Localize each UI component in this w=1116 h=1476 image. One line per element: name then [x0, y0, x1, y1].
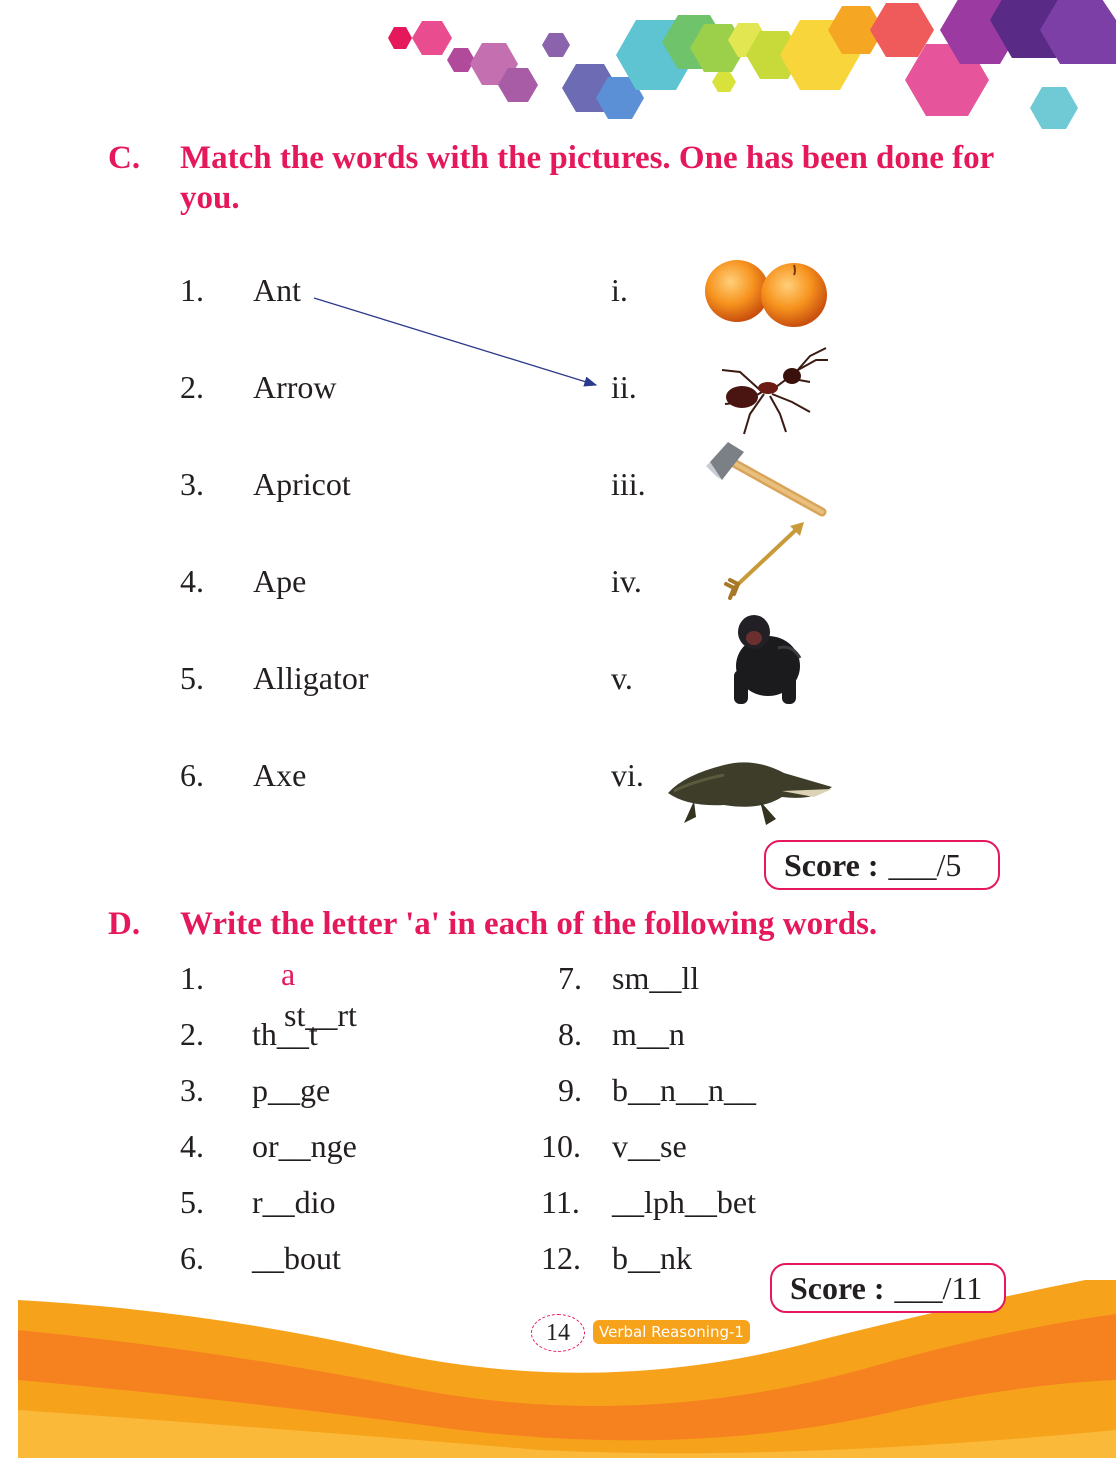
score-value[interactable]: ___/11 [894, 1269, 983, 1306]
fill-in-word[interactable]: m__n [612, 1016, 685, 1052]
item-number: 4. [180, 563, 204, 599]
item-number: 6. [180, 1240, 204, 1276]
picture-number: iii. [611, 466, 646, 502]
fill-in-word[interactable]: __bout [252, 1240, 341, 1276]
book-title-tag: Verbal Reasoning-1 [593, 1320, 750, 1344]
item-number: 5. [180, 660, 204, 696]
picture-number: ii. [611, 369, 637, 405]
example-match-arrow[interactable] [0, 0, 1116, 420]
section-c-score[interactable] [764, 840, 1000, 890]
ape-picture[interactable] [722, 608, 810, 708]
score-label: Score : [784, 846, 879, 883]
item-word: Arrow [253, 369, 337, 405]
fill-in-word[interactable]: or__nge [252, 1128, 357, 1164]
picture-number: vi. [611, 757, 644, 793]
section-instruction: Write the letter 'a' in each of the following words. [180, 906, 878, 942]
section-d-score[interactable] [770, 1263, 1006, 1313]
fill-in-word[interactable]: __lph__bet [612, 1184, 756, 1220]
item-word: Ape [253, 563, 307, 599]
item-number: 10. [541, 1128, 581, 1164]
item-number: 2. [180, 369, 204, 405]
item-number: 3. [180, 1072, 204, 1108]
item-number: 11. [541, 1184, 580, 1220]
item-word: Ant [253, 272, 301, 308]
fill-in-word[interactable]: b__nk [612, 1240, 692, 1276]
section-letter: C. [108, 140, 141, 176]
picture-number: v. [611, 660, 633, 696]
score-value[interactable]: ___/5 [888, 846, 962, 883]
item-number: 3. [180, 466, 204, 502]
item-number: 7. [558, 960, 582, 996]
item-number: 8. [558, 1016, 582, 1052]
fill-in-word[interactable]: sm__ll [612, 960, 700, 996]
section-letter: D. [108, 906, 141, 942]
page-number: 14 [531, 1314, 585, 1352]
item-number: 1. [180, 960, 204, 996]
item-word: Alligator [253, 660, 369, 696]
item-number: 2. [180, 1016, 204, 1052]
ant-picture[interactable] [700, 342, 832, 437]
section-instruction: Match the words with the pictures. One has been done for you. [180, 140, 994, 216]
fill-in-word[interactable]: b__n__n__ [612, 1072, 756, 1108]
arrow-picture[interactable] [720, 520, 808, 602]
word-text: st__rt [284, 997, 357, 1033]
item-number: 6. [180, 757, 204, 793]
item-word: Apricot [253, 466, 351, 502]
axe-picture[interactable] [702, 440, 832, 520]
fill-in-word[interactable]: r__dio [252, 1184, 336, 1220]
apricot-picture[interactable] [700, 255, 832, 330]
item-number: 1. [180, 272, 204, 308]
fill-in-word[interactable]: p__ge [252, 1072, 331, 1108]
item-number: 5. [180, 1184, 204, 1220]
item-number: 4. [180, 1128, 204, 1164]
alligator-picture[interactable] [664, 735, 836, 830]
score-label: Score : [790, 1269, 885, 1306]
item-word: Axe [253, 757, 307, 793]
picture-number: i. [611, 272, 628, 308]
filled-answer: a [281, 956, 296, 992]
fill-in-word[interactable]: v__se [612, 1128, 687, 1164]
picture-number: iv. [611, 563, 642, 599]
fill-in-word[interactable]: th__t [252, 1016, 318, 1052]
item-number: 12. [541, 1240, 581, 1276]
item-number: 9. [558, 1072, 582, 1108]
